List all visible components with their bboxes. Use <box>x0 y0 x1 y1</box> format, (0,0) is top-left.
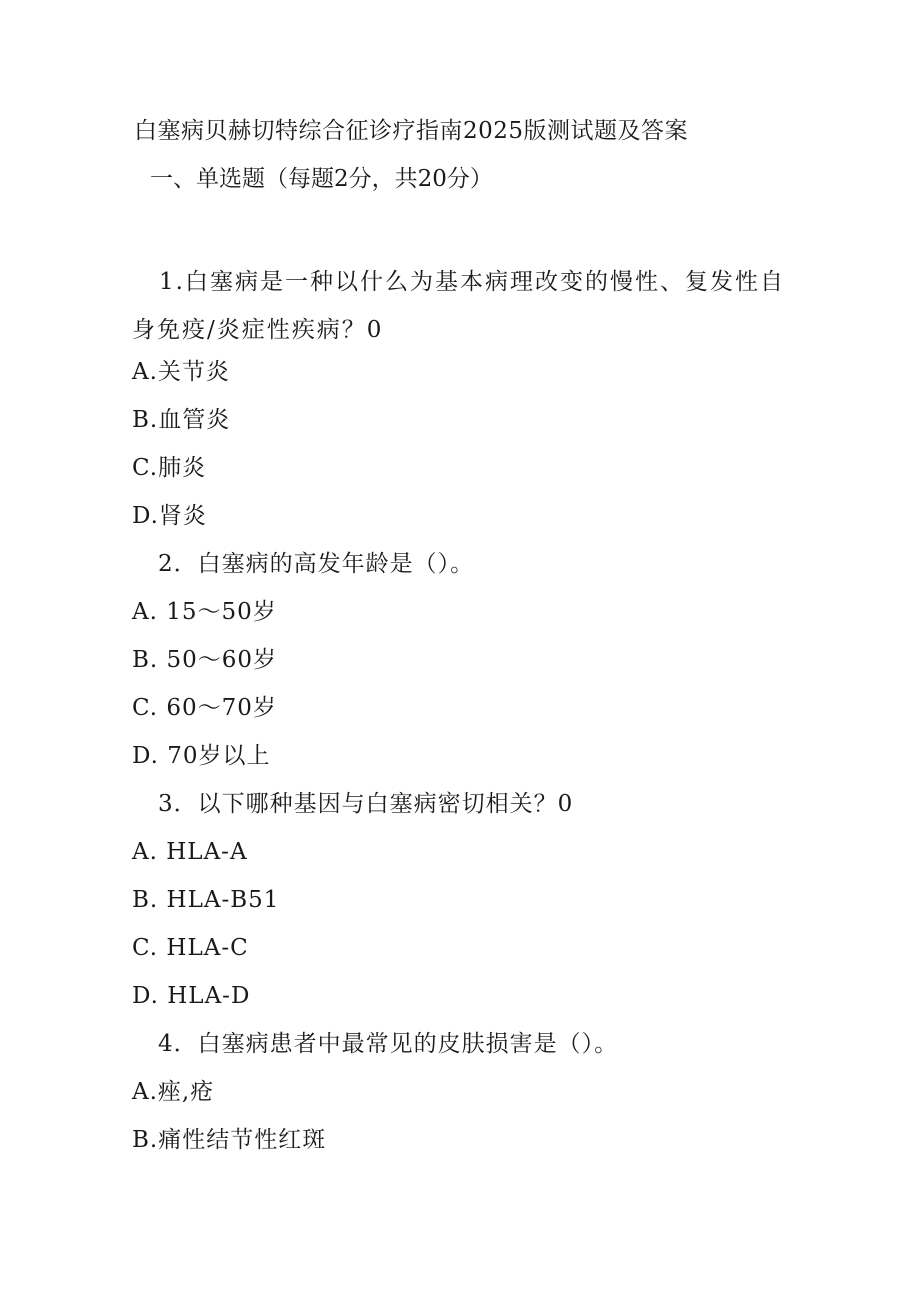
question-1-option-a: A.关节炎 <box>132 359 230 385</box>
question-3-option-a: A. HLA-A <box>132 839 248 865</box>
question-2-option-d: D. 70岁以上 <box>132 743 271 769</box>
question-1-stem: 1.白塞病是一种以什么为基本病理改变的慢性、复发性自身免疫/炎症性疾病？0 <box>132 269 785 343</box>
question-2-option-c: C. 60～70岁 <box>132 695 277 721</box>
document-title: 白塞病贝赫切特综合征诊疗指南2025版测试题及答案 <box>134 118 689 144</box>
question-2-option-a: A. 15～50岁 <box>132 599 277 625</box>
question-1-option-c: C.肺炎 <box>132 455 207 481</box>
question-2-option-b: B. 50～60岁 <box>132 647 278 673</box>
question-3-stem: 3．以下哪种基因与白塞病密切相关？0 <box>158 791 574 817</box>
question-3-option-b: B. HLA-B51 <box>132 887 280 913</box>
section-heading: 一、单选题（每题2分，共20分） <box>150 166 493 192</box>
question-3-option-d: D. HLA-D <box>132 983 251 1009</box>
question-4-option-a: A.痤,疮 <box>132 1079 215 1105</box>
question-3-option-c: C. HLA-C <box>132 935 249 961</box>
question-2-stem: 2．白塞病的高发年龄是（）。 <box>158 551 475 577</box>
question-4-option-b: B.痛性结节性红斑 <box>132 1127 327 1153</box>
question-4-stem: 4．白塞病患者中最常见的皮肤损害是（）。 <box>158 1031 619 1057</box>
question-1-option-b: B.血管炎 <box>132 407 231 433</box>
question-1-option-d: D.肾炎 <box>132 503 207 529</box>
